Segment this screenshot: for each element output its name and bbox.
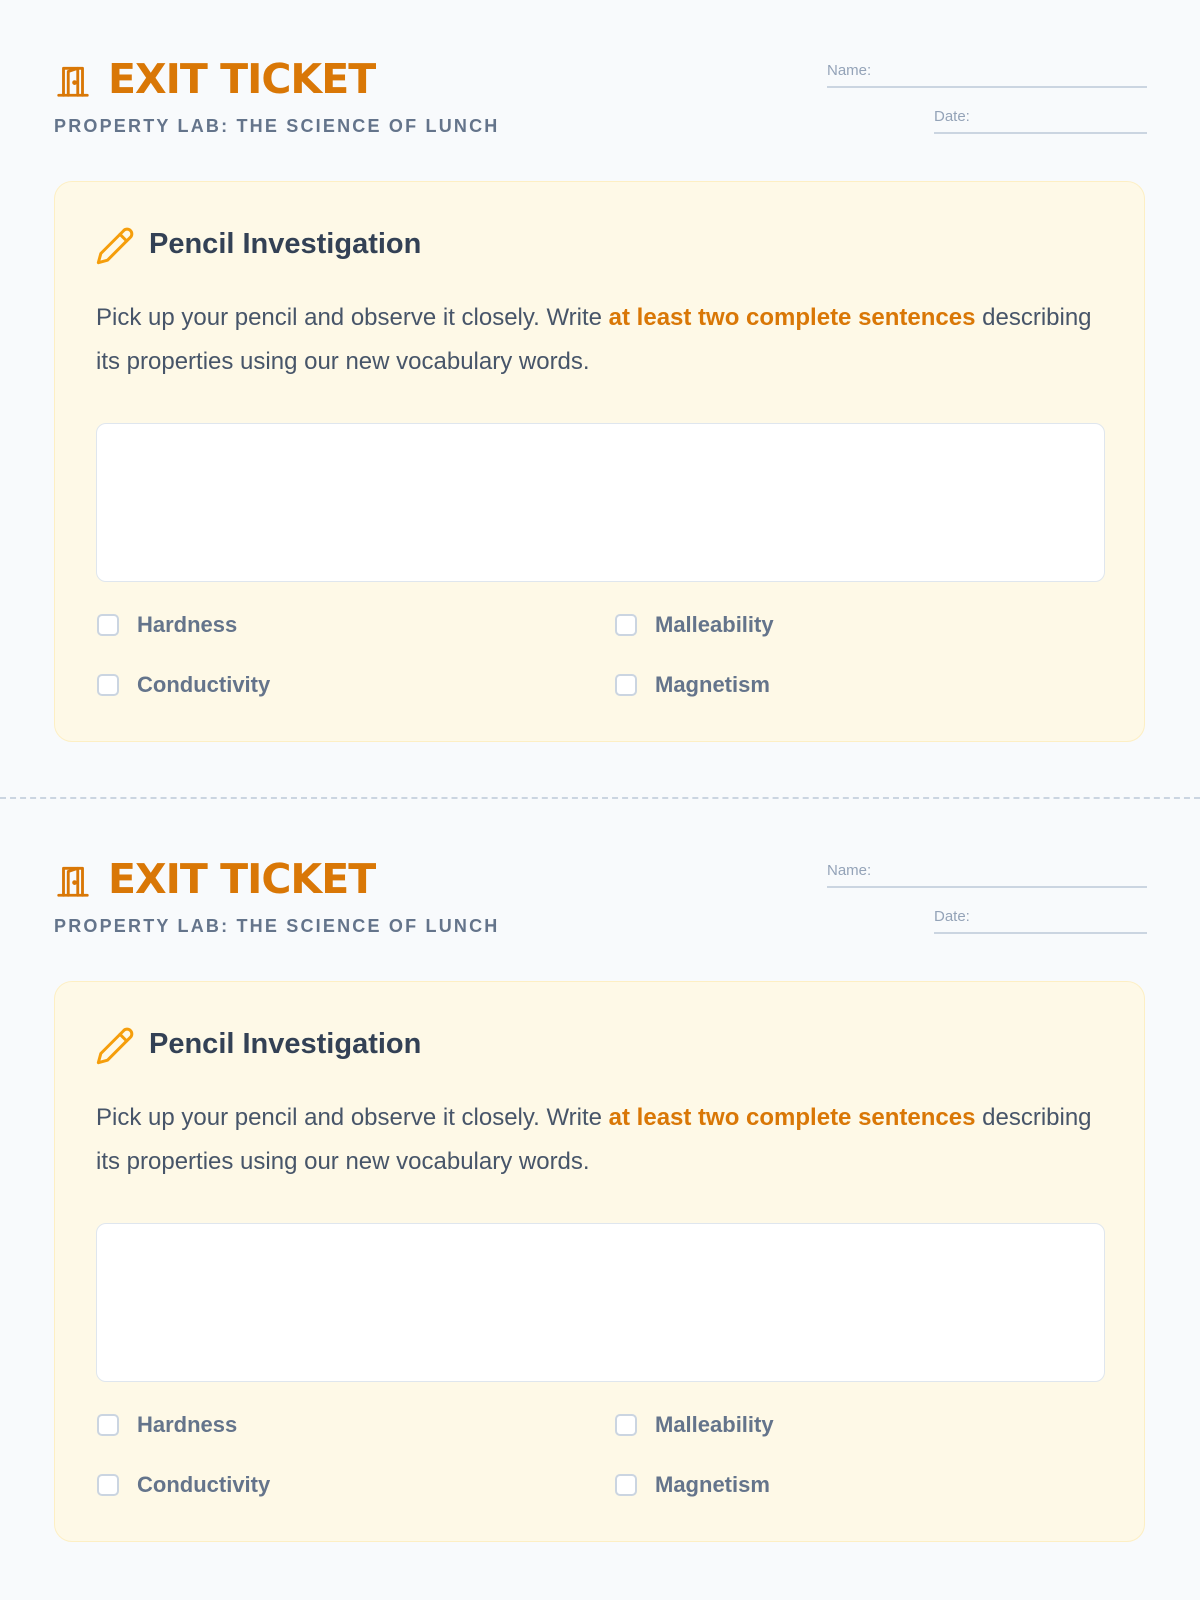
card-title: Pencil Investigation: [149, 228, 422, 260]
date-field[interactable]: [934, 106, 1147, 134]
instructions-highlight: at least two complete sentences: [608, 304, 976, 331]
pencil-icon: [95, 226, 135, 266]
checkbox-label: Conductivity: [137, 672, 271, 697]
name-label: Name:: [827, 862, 872, 879]
checkbox[interactable]: [615, 1474, 637, 1496]
checkbox-label: Malleability: [655, 1412, 774, 1437]
instructions: [96, 296, 1116, 384]
checkbox-label: Malleability: [655, 612, 774, 637]
checkbox-label: Magnetism: [655, 1472, 770, 1497]
ticket-title: EXIT TICKET: [108, 855, 376, 903]
door-icon: [54, 862, 92, 900]
instructions-text: Pick up your pencil and observe it closely. Write: [96, 1104, 609, 1131]
checkbox[interactable]: [97, 1414, 119, 1436]
instructions: [96, 1096, 1116, 1184]
exit-ticket: [0, 0, 1200, 780]
ticket-subtitle: PROPERTY LAB: THE SCIENCE OF LUNCH: [54, 916, 500, 936]
question-card: [54, 981, 1145, 1542]
name-field[interactable]: [827, 860, 1147, 888]
door-icon: [54, 62, 92, 100]
checkbox[interactable]: [97, 614, 119, 636]
instructions-text-end: describing its properties using our new vocabulary words.: [96, 1104, 1092, 1175]
pencil-icon: [95, 1026, 135, 1066]
instructions-text-end: describing its properties using our new vocabulary words.: [96, 304, 1092, 375]
instructions-text: Pick up your pencil and observe it closely. Write: [96, 304, 609, 331]
checkbox-label: Magnetism: [655, 672, 770, 697]
instructions-highlight: at least two complete sentences: [608, 1104, 976, 1131]
date-field[interactable]: [934, 906, 1147, 934]
date-label: Date:: [934, 908, 970, 925]
ticket-title: EXIT TICKET: [108, 55, 376, 103]
answer-box[interactable]: [96, 1223, 1105, 1382]
cut-line-divider: [0, 797, 1200, 799]
checkbox-label: Hardness: [137, 1412, 238, 1437]
checkbox[interactable]: [615, 674, 637, 696]
checkbox[interactable]: [615, 1414, 637, 1436]
answer-box[interactable]: [96, 423, 1105, 582]
date-label: Date:: [934, 108, 970, 125]
card-title: Pencil Investigation: [149, 1028, 422, 1060]
checkbox[interactable]: [97, 674, 119, 696]
ticket-subtitle: PROPERTY LAB: THE SCIENCE OF LUNCH: [54, 116, 500, 136]
name-label: Name:: [827, 62, 872, 79]
checkbox[interactable]: [97, 1474, 119, 1496]
checkbox-label: Hardness: [137, 612, 238, 637]
checkbox[interactable]: [615, 614, 637, 636]
name-field[interactable]: [827, 60, 1147, 88]
question-card: [54, 181, 1145, 742]
exit-ticket: [0, 800, 1200, 1580]
checkbox-label: Conductivity: [137, 1472, 271, 1497]
